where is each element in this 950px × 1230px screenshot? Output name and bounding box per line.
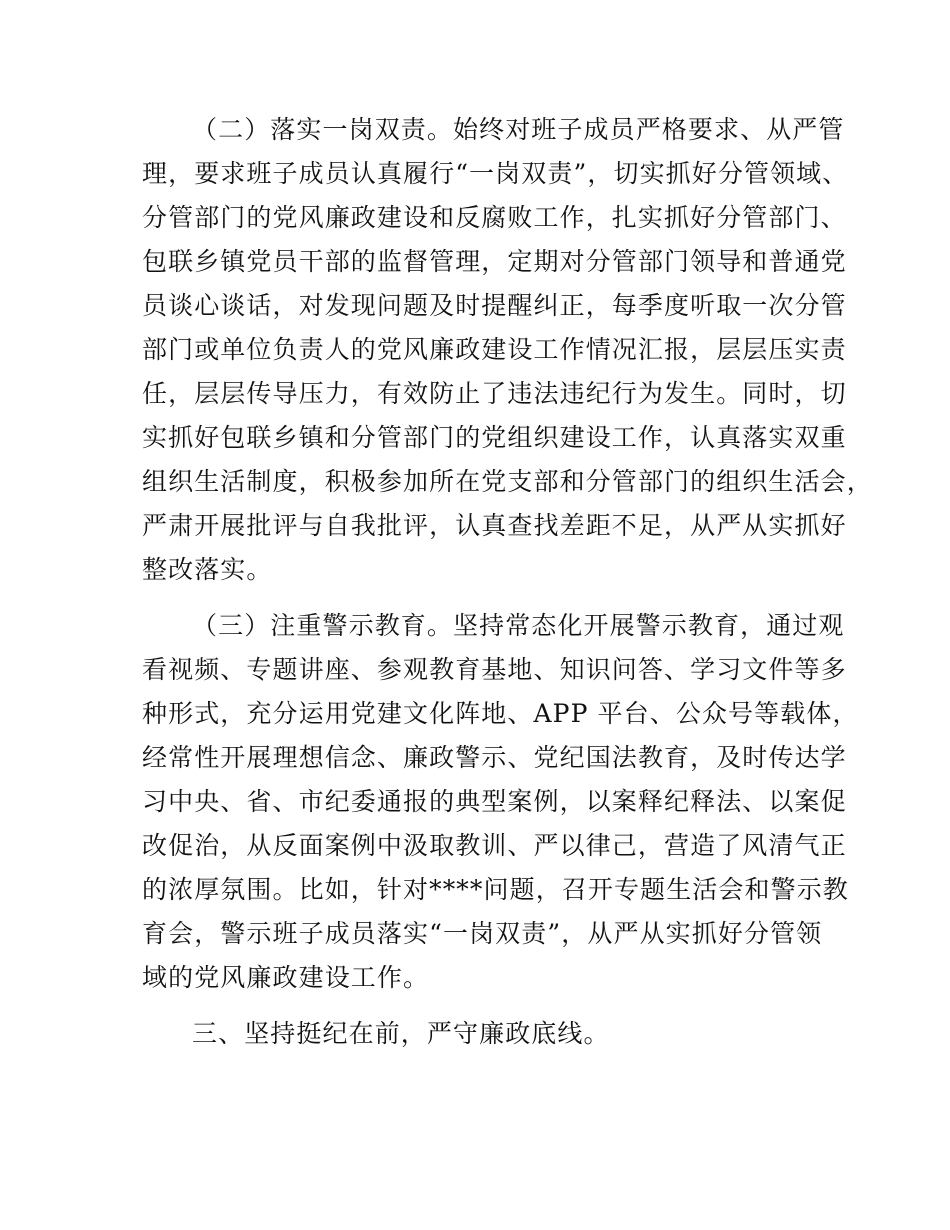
paragraph-2-line-7: 任，层层传导压力，有效防止了违法违纪行为发生。同时，切 bbox=[142, 379, 847, 408]
paragraph-2-line-1: （二）落实一岗双责。始终对班子成员严格要求、从严管 bbox=[192, 115, 845, 144]
paragraph-2-line-9: 组织生活制度，积极参加所在党支部和分管部门的组织生活会， bbox=[142, 467, 873, 496]
paragraph-3-line-3: 种形式，充分运用党建文化阵地、APP 平台、公众号等载体， bbox=[142, 699, 859, 728]
section-heading-3: 三、坚持挺纪在前，严守廉政底线。 bbox=[192, 1019, 610, 1048]
paragraph-3-line-1: （三）注重警示教育。坚持常态化开展警示教育，通过观 bbox=[192, 611, 845, 640]
paragraph-2-line-5: 员谈心谈话，对发现问题及时提醒纠正，每季度听取一次分管 bbox=[142, 291, 847, 320]
paragraph-3-line-8: 育会，警示班子成员落实“一岗双责”，从严从实抓好分管领 bbox=[142, 919, 823, 948]
paragraph-2-line-11: 整改落实。 bbox=[142, 555, 273, 584]
paragraph-2-line-10: 严肃开展批评与自我批评，认真查找差距不足，从严从实抓好 bbox=[142, 511, 847, 540]
paragraph-3-line-9: 域的党风廉政建设工作。 bbox=[142, 963, 430, 992]
paragraph-3-line-4: 经常性开展理想信念、廉政警示、党纪国法教育，及时传达学 bbox=[142, 743, 847, 772]
paragraph-3-line-2: 看视频、专题讲座、参观教育基地、知识问答、学习文件等多 bbox=[142, 655, 847, 684]
paragraph-2-line-6: 部门或单位负责人的党风廉政建设工作情况汇报，层层压实责 bbox=[142, 335, 847, 364]
paragraph-2-line-4: 包联乡镇党员干部的监督管理，定期对分管部门领导和普通党 bbox=[142, 247, 847, 276]
paragraph-3-line-5: 习中央、省、市纪委通报的典型案例，以案释纪释法、以案促 bbox=[142, 787, 847, 816]
paragraph-3-line-6: 改促治，从反面案例中汲取教训、严以律己，营造了风清气正 bbox=[142, 831, 847, 860]
paragraph-2-line-8: 实抓好包联乡镇和分管部门的党组织建设工作，认真落实双重 bbox=[142, 423, 847, 452]
paragraph-2-line-2: 理，要求班子成员认真履行“一岗双责”，切实抓好分管领域、 bbox=[142, 159, 849, 188]
paragraph-2-line-3: 分管部门的党风廉政建设和反腐败工作，扎实抓好分管部门、 bbox=[142, 203, 847, 232]
paragraph-3-line-7: 的浓厚氛围。比如，针对****问题，召开专题生活会和警示教 bbox=[142, 875, 849, 904]
